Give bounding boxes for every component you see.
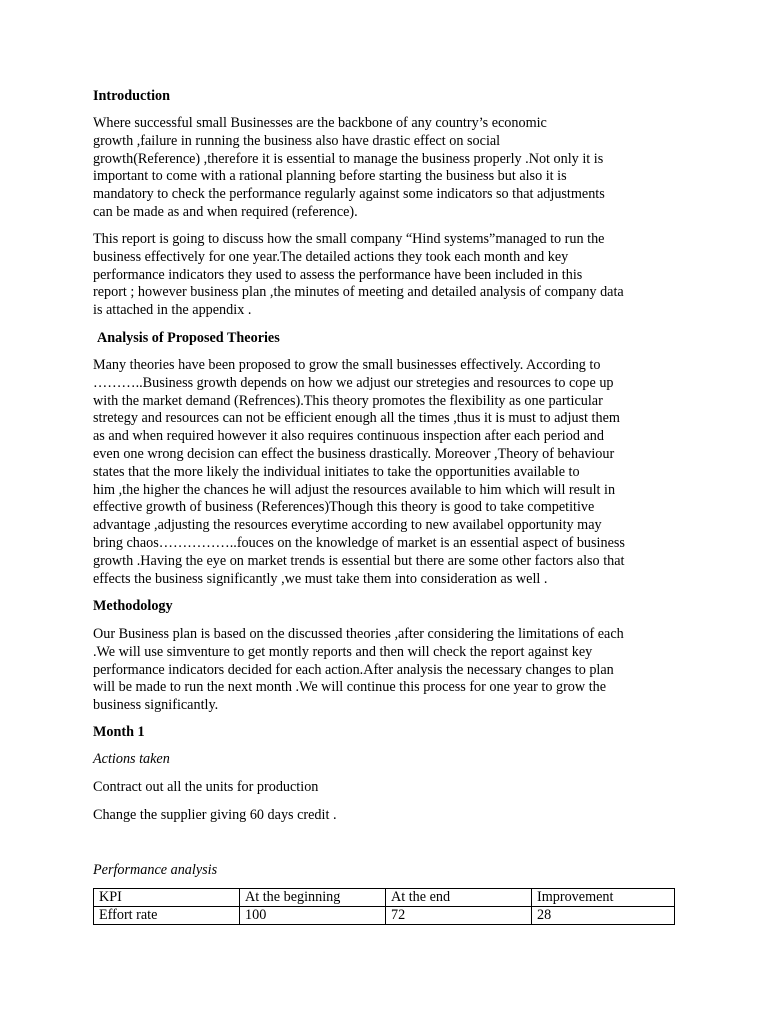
actions-taken-heading: Actions taken <box>93 751 170 767</box>
methodology-paragraph <box>93 626 624 715</box>
text-line: mandatory to check the performance regularly against some indicators so that adjustments <box>93 186 605 203</box>
analysis-paragraph <box>93 357 625 588</box>
table-cell: 72 <box>386 907 532 925</box>
table-row <box>94 907 675 925</box>
text-line: business effectively for one year.The detailed actions they took each month and key <box>93 248 569 265</box>
text-line: him ,the higher the chances he will adjust the resources available to him which will result in <box>93 481 616 498</box>
table-cell: 28 <box>532 907 675 925</box>
text-line: .We will use simventure to get montly reports and then will check the report against key <box>93 643 593 660</box>
text-line: report ; however business plan ,the minutes of meeting and detailed analysis of company data <box>93 284 624 301</box>
table-header-row <box>94 889 675 907</box>
performance-analysis-heading: Performance analysis <box>93 862 218 878</box>
text-line: important to come with a rational planning before starting the business but also it is <box>93 168 567 185</box>
introduction-paragraph-1 <box>93 115 605 222</box>
text-line: performance indicators decided for each action.After analysis the necessary changes to plan <box>93 661 614 678</box>
text-line: as and when required however it also requires continuous inspection after each period and <box>93 428 604 445</box>
text-line: will be made to run the next month .We will continue this process for one year to grow the <box>93 679 607 696</box>
text-line: growth ,failure in running the business also have drastic effect on social <box>93 132 501 149</box>
action-item: Change the supplier giving 60 days credit . <box>93 807 337 823</box>
methodology-heading: Methodology <box>93 598 173 614</box>
text-line: stretegy and resources can not be efficient enough all the times ,thus it is must to adjust them <box>93 410 620 427</box>
kpi-table <box>93 888 675 925</box>
column-header: At the beginning <box>240 889 386 907</box>
text-line: with the market demand (Refrences).This theory promotes the flexibility as one particular <box>93 392 603 409</box>
table-cell: 100 <box>240 907 386 925</box>
text-line: ………..Business growth depends on how we adjust our stretegies and resources to cope up <box>93 374 614 391</box>
text-line: bring chaos……………..fouces on the knowledge of market is an essential aspect of business <box>93 534 625 551</box>
text-line: effective growth of business (References)Though this theory is good to take competitive <box>93 499 595 516</box>
text-line: Our Business plan is based on the discussed theories ,after considering the limitations of each <box>93 626 624 642</box>
column-header: KPI <box>94 889 240 907</box>
text-line: performance indicators they used to assess the performance have been included in this <box>93 266 583 283</box>
text-line: even one wrong decision can effect the business drastically. Moreover ,Theory of behaviour <box>93 445 615 462</box>
text-line: This report is going to discuss how the small company “Hind systems”managed to run the <box>93 231 605 247</box>
text-line: can be made as and when required (reference). <box>93 203 358 220</box>
text-line: Where successful small Businesses are the backbone of any country’s economic <box>93 115 547 131</box>
text-line: states that the more likely the individual initiates to take the opportunities available to <box>93 463 580 480</box>
text-line: growth .Having the eye on market trends is essential but there are some other factors also that <box>93 552 625 569</box>
month-1-heading: Month 1 <box>93 724 145 740</box>
analysis-heading: Analysis of Proposed Theories <box>97 330 280 346</box>
text-line: is attached in the appendix . <box>93 302 252 319</box>
text-line: advantage ,adjusting the resources everytime according to new availabel opportunity may <box>93 517 602 534</box>
action-item: Contract out all the units for production <box>93 779 319 795</box>
text-line: Many theories have been proposed to grow the small businesses effectively. According to <box>93 357 601 373</box>
column-header: At the end <box>386 889 532 907</box>
column-header: Improvement <box>532 889 675 907</box>
text-line: business significantly. <box>93 697 219 714</box>
introduction-paragraph-2 <box>93 231 624 320</box>
introduction-heading: Introduction <box>93 88 170 104</box>
text-line: effects the business significantly ,we must take them into consideration as well . <box>93 570 548 587</box>
text-line: growth(Reference) ,therefore it is essential to manage the business properly .Not only it is <box>93 150 604 167</box>
table-cell: Effort rate <box>94 907 240 925</box>
